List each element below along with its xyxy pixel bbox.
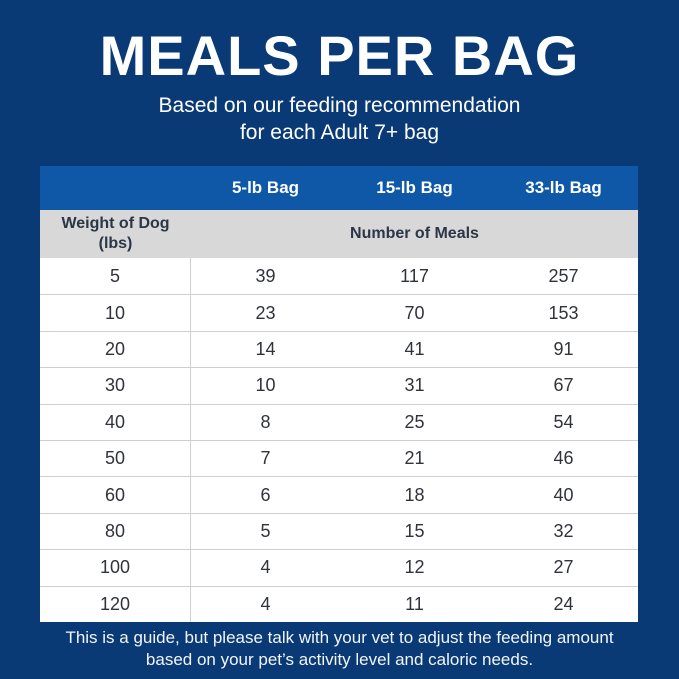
meals-cell-15lb: 12 [404,557,425,578]
weight-cell: 30 [40,368,191,403]
table-row [40,258,638,294]
meals-cell-5lb: 39 [255,265,276,286]
meals-cell-15lb: 70 [404,302,425,323]
footer-note [0,627,679,671]
meals-cell-33lb: 91 [553,338,574,359]
weight-cell: 120 [40,587,191,622]
weight-cell: 80 [40,514,191,549]
table-row [40,513,638,549]
table-row [40,476,638,512]
weight-cell: 10 [40,295,191,330]
weight-cell: 40 [40,405,191,440]
weight-cell: 50 [40,441,191,476]
meals-cell-33lb: 27 [553,557,574,578]
footer-line-2: based on your pet’s activity level and caloric needs. [145,650,534,669]
meals-cell-15lb: 11 [405,593,424,614]
table-row [40,440,638,476]
table-row [40,549,638,585]
meals-cell-5lb: 4 [260,557,271,578]
meals-cell-33lb: 46 [553,448,574,469]
meals-cell-15lb: 41 [404,338,425,359]
footer-line-1: This is a guide, but please talk with your vet to adjust the feeding amount [65,628,614,647]
meals-cell-5lb: 4 [260,593,271,614]
meals-cell-15lb: 18 [404,484,425,505]
meals-cell-33lb: 24 [553,593,574,614]
meals-cell-5lb: 14 [255,338,276,359]
meals-cell-5lb: 6 [260,484,271,505]
bag-header-15lb: 15-lb Bag [376,178,453,197]
table-subheader-row [40,210,638,258]
meals-cell-5lb: 23 [255,302,276,323]
meals-table [40,166,638,622]
meals-cell-15lb: 117 [400,265,429,286]
meals-cell-15lb: 15 [404,520,425,541]
meals-cell-33lb: 257 [548,265,579,286]
meals-cell-33lb: 153 [548,302,579,323]
subtitle-line-1: Based on our feeding recommendation [158,94,521,117]
table-body [40,258,638,622]
meals-cell-33lb: 54 [553,411,574,432]
meals-cell-5lb: 8 [260,411,271,432]
subtitle-line-2: for each Adult 7+ bag [239,121,440,144]
weight-header-line-1: Weight of Dog [61,215,170,232]
meals-cell-33lb: 32 [553,520,574,541]
weight-cell: 5 [40,258,191,294]
meals-cell-33lb: 40 [553,484,574,505]
table-row [40,404,638,440]
table-header-row [40,166,638,210]
bag-header-5lb: 5-lb Bag [231,178,300,197]
weight-of-dog-header [40,214,191,254]
meals-cell-5lb: 5 [260,520,271,541]
table-row [40,331,638,367]
weight-cell: 60 [40,477,191,512]
bag-header-33lb: 33-lb Bag [525,178,602,197]
meals-cell-15lb: 31 [404,375,425,396]
weight-header-line-2: (lbs) [98,235,133,252]
weight-cell: 100 [40,550,191,585]
weight-cell: 20 [40,332,191,367]
table-row [40,367,638,403]
number-of-meals-header: Number of Meals [350,225,479,242]
meals-cell-15lb: 21 [404,448,425,469]
page-subtitle [0,92,679,146]
table-row [40,586,638,622]
meals-cell-5lb: 7 [260,448,271,469]
table-row [40,294,638,330]
meals-cell-15lb: 25 [404,411,425,432]
meals-cell-5lb: 10 [255,375,276,396]
page-title: MEALS PER BAG [99,24,580,87]
meals-cell-33lb: 67 [553,375,574,396]
